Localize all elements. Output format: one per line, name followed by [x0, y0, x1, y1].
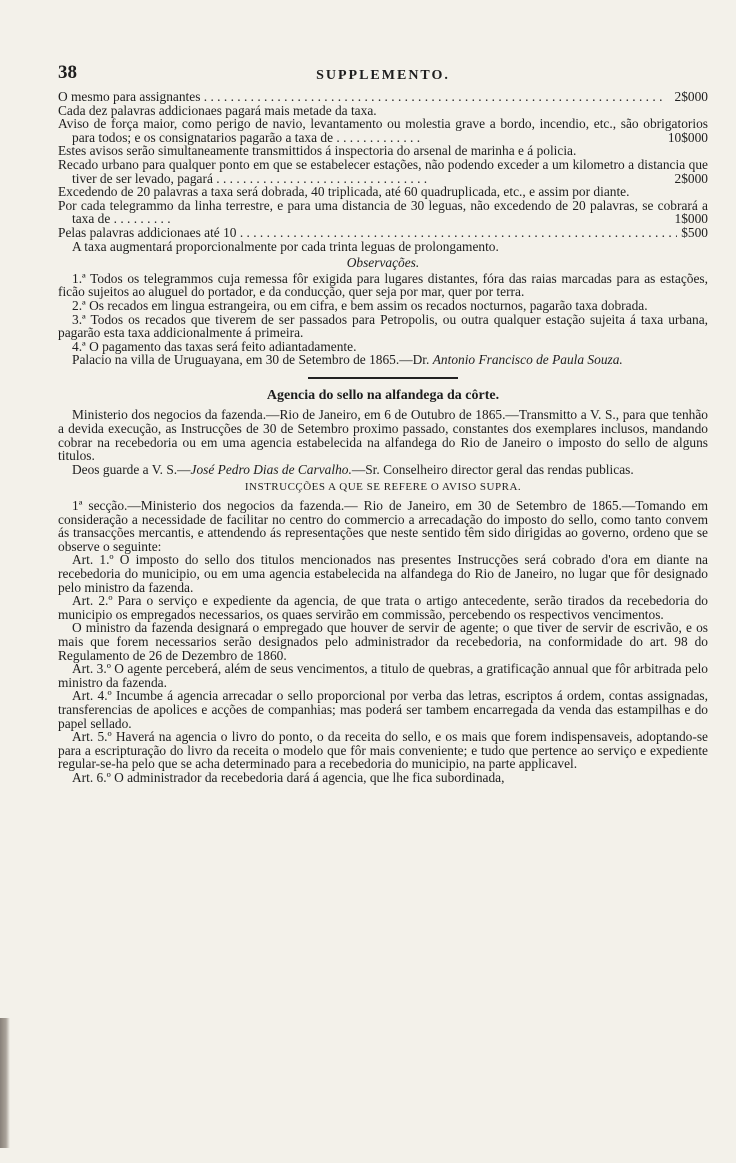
signature-name: Antonio Francisco de Paula Souza. — [432, 352, 623, 368]
article: Art. 5.º Haverá na agencia o livro do ponto, o da receita do sello, e os mais que forem indispensaveis, adoptando-se para a escripturação do livro da receita o modelo que fôr mais conveniente; e tudo que pertence ao serviço e expediente regular-se-ha pelo que se acha determinado para a recebedoria do municipio, na parte applicavel. — [58, 729, 708, 772]
aviso-body: Ministerio dos negocios da fazenda.—Rio de Janeiro, em 6 de Outubro de 1865.—Transmitto a V. S., para que tenhão a devida execução, as Instrucções de 30 de Setembro proximo passado, constantes dos exemplares inclusos, mandando cobrar na recebedoria ou em uma agencia estabelecida na alfandega do Rio de Janeiro o imposto do sello de alguns titulos. — [58, 407, 708, 464]
aviso-signer: José Pedro Dias de Carvalho. — [190, 461, 352, 477]
section-divider — [308, 377, 458, 379]
instructions-title: INSTRUCÇÕES A QUE SE REFERE O AVISO SUPRA. — [244, 481, 522, 494]
tariff-line: Pelas palavras addicionaes até 10 . . . $500 — [58, 226, 708, 240]
observation-item: 2.ª Os recados em lingua estrangeira, ou em cifra, e bem assim os recados nocturnos, pagarão taxa dobrada. — [72, 297, 648, 313]
aviso-closing: Deos guarde a V. S.—José Pedro Dias de Carvalho.—Sr. Conselheiro director geral das rendas publicas. — [72, 461, 634, 477]
observation-item: 1.ª Todos os telegrammos cuja remessa fôr exigida para lugares distantes, fóra das raias marcadas para as estações, ficão sujeitos ao aluguel do portador, e da conducção, quer seja por mar, quer por terra. — [58, 270, 708, 300]
document-page — [58, 62, 708, 785]
tariff-list — [58, 90, 708, 253]
article: Art. 1.º O imposto do sello dos titulos mencionados nas presentes Instrucções será cobrado d'ora em diante na recebedoria do municipio, ou em uma agencia estabelecida na alfandega do Rio de Janeiro, no lugar que fôr designado pelo ministro da fazenda. — [58, 552, 708, 595]
tariff-note: A taxa augmentará proporcionalmente por cada trinta leguas de prolongamento. — [72, 238, 499, 254]
signature-line: Palacio na villa de Uruguayana, em 30 de Setembro de 1865.—Dr. Antonio Francisco de Paula Souza. — [72, 352, 623, 368]
tariff-line: O mesmo para assignantes . . . 2$000 — [58, 90, 708, 104]
page-number: 38 — [58, 62, 77, 83]
instructions-intro: 1ª secção.—Ministerio dos negocios da fazenda.— Rio de Janeiro, em 30 de Setembro de 1865.—Tomando em consideração a necessidade de facilitar no centro do commercio a arrecadação do imposto do sello, como tanto convem ás transacções mercantis, e attendendo ás representações que neste sentido têm sido dirigidas ao governo, ordeno que se observe o seguinte: — [58, 498, 708, 554]
observation-item: 4.ª O pagamento das taxas será feito adiantadamente. — [72, 338, 357, 354]
tariff-line: Excedendo de 20 palavras a taxa será dobrada, 40 triplicada, até 60 quadruplicada, etc., e assim por diante. — [58, 184, 630, 200]
tariff-line: Recado urbano para qualquer ponto em que se estabelecer estações, não podendo exceder a um kilometro a distancia que tiver de ser levado, pagará . . . . . . . . . . . . . . . . . . . . . . . . . . . . . . . . 2$000 — [58, 156, 708, 186]
tariff-line: Cada dez palavras addicionaes pagará mais metade da taxa. — [58, 102, 377, 118]
article: Art. 2.º Para o serviço e expediente da agencia, de que trata o artigo antecedente, serão tirados da recebedoria do municipio os empregados necessarios, os quaes servirão em commissão, percebendo os respectivos vencimentos. — [58, 593, 708, 622]
article: Art. 6.º O administrador da recebedoria dará á agencia, que lhe fica subordinada, — [72, 769, 505, 785]
article: O ministro da fazenda designará o empregado que houver de servir de agente; o que tiver de servir de escrivão, e os mais que forem necessarios serão designados pelo administrador da recebedoria, na conformidade do art. 98 do Regulamento de 26 de Dezembro de 1860. — [58, 620, 708, 663]
running-title: SUPPLEMENTO. — [316, 68, 450, 83]
article: Art. 3.º O agente perceberá, além de seus vencimentos, a titulo de quebras, a gratificação annual que fôr arbitrada pelo ministro da fazenda. — [58, 661, 708, 690]
section-title: Agencia do sello na alfandega da côrte. — [266, 387, 500, 403]
tariff-line: Aviso de força maior, como perigo de navio, levantamento ou molestia grave a bordo, incendio, etc., são obrigatorios para todos; e os consignatarios pagarão a taxa de . . . . . . . . . . . . . 10$000 — [58, 116, 708, 145]
tariff-line: Estes avisos serão simultaneamente transmittidos á inspectoria do arsenal de marinha e á policia. — [58, 143, 577, 159]
observation-item: 3.ª Todos os recados que tiverem de ser passados para Petropolis, ou outra qualquer estação sujeita á taxa urbana, pagarão esta taxa addicionalmente á primeira. — [58, 311, 708, 341]
page-edge-shadow — [0, 1018, 10, 1148]
page-header — [58, 62, 708, 90]
observacoes-heading: Observações. — [346, 255, 420, 271]
article: Art. 4.º Incumbe á agencia arrecadar o sello proporcional por verba das letras, escriptos á ordem, contas assignadas, transferencias de apolices e acções de companhias; mas poderá ser tambem encarregada da venda das estampilhas e do papel sellado. — [58, 688, 708, 731]
tariff-line: Por cada telegrammo da linha terrestre, e para uma distancia de 30 leguas, não excedendo de 20 palavras, se cobrará a taxa de . . . . . . . . . 1$000 — [58, 197, 708, 227]
